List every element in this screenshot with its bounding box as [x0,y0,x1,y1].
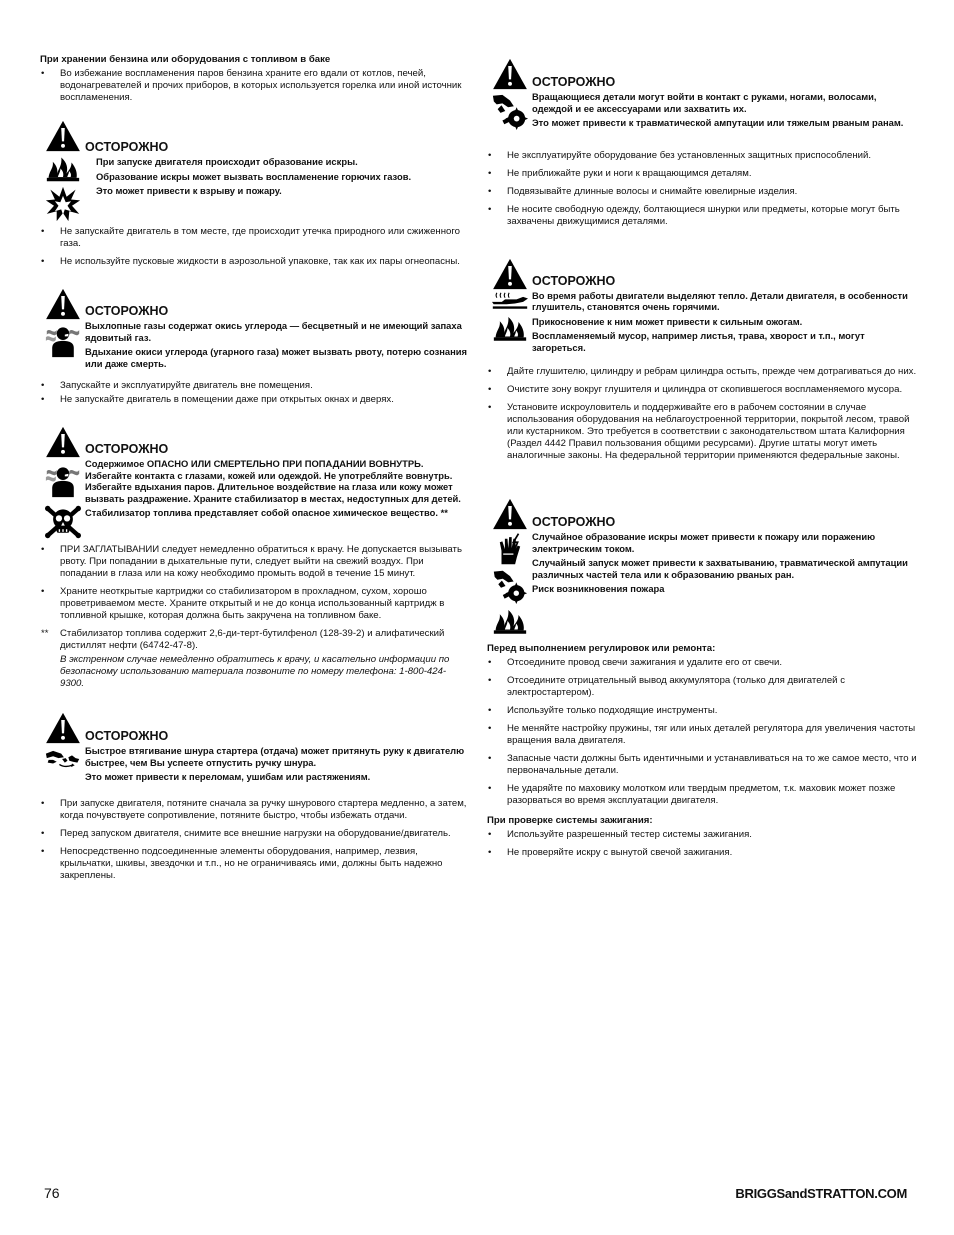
warning-text: Случайный запуск может привести к захватыванию, травматической ампутации различных частей тела или к образованию рваных ран. [532,557,908,580]
warning-block-kickback [40,712,470,786]
bullet-list [487,366,917,462]
list-item: • Запускайте и эксплуатируйте двигатель вне помещения. [41,380,313,391]
fire-icon [493,314,527,342]
warning-triangle-icon [45,120,81,152]
bullet-list [40,380,470,406]
bullet-list [40,544,470,690]
list-item: • Запасные части должны быть идентичными и устанавливаться на то же самое место, что и первоначальные детали. [488,753,917,776]
bullet: • [41,68,45,79]
footnote: ** Стабилизатор топлива содержит 2,6-ди-терт-бутилфенол (128-39-2) и алифатический дистиллят нефти (64742-47-8). [41,628,445,651]
fuel-storage-section [40,54,470,104]
bullet-list [40,226,470,268]
electric-shock-icon [493,532,527,566]
warning-text: Случайное образование искры может привести к пожару или поражению электрическим током. [532,531,876,554]
warning-text: Воспламеняемый мусор, например листья, трава, хворост и т.п., могут загореться. [532,330,865,353]
list-item: • Отсоедините провод свечи зажигания и удалите его от свечи. [488,657,783,668]
warning-icons [487,58,532,132]
warning-title: ОСТОРОЖНО [85,729,169,743]
list-item: • Не меняйте настройку пружины, тяг или иных деталей регулятора для увеличения частоты вращения вала двигателя. [488,723,916,746]
list-item: • Подвязывайте длинные волосы и снимайте ювелирные изделия. [488,185,798,197]
warning-icons [40,426,85,540]
warning-block-spark [40,120,470,222]
bullet-list [487,150,917,228]
warning-text: Выхлопные газы содержат окись углерода — бесцветный и не имеющий запаха ядовитый газ. [85,320,462,343]
list-item: • Не приближайте руки и ноги к вращающимся деталям. [488,167,752,179]
warning-text: Стабилизатор топлива представляет собой опасное химическое вещество. ** [85,507,448,518]
warning-triangle-icon [45,426,81,458]
list-item: • Не используйте пусковые жидкости в аэрозольной упаковке, так как их пары огнеопасны. [41,256,460,267]
warning-title: ОСТОРОЖНО [532,75,616,89]
hot-surface-icon [490,292,530,310]
list-item: • Не носите свободную одежду, болтающиеся шнурки или предметы, которые могут быть захвачены движущимися деталями. [488,203,900,227]
list-item: • Используйте разрешенный тестер системы зажигания. [488,829,752,840]
warning-block-fuel-stabilizer [40,426,470,540]
warning-text: Это может привести к взрыву и пожару. [96,185,282,196]
list-item: • Дайте глушителю, цилиндру и ребрам цилиндра остыть, прежде чем дотрагиваться до них. [488,366,917,377]
warning-text: Во время работы двигатели выделяют тепло. Детали двигателя, в особенности глушитель, становятся очень горячими. [532,289,908,312]
entanglement-icon [492,568,528,604]
warning-block-hot-surfaces [487,258,917,357]
warning-block-carbon-monoxide [40,288,470,372]
explosion-icon [45,186,81,222]
warning-triangle-icon [45,712,81,744]
left-column [40,54,470,888]
adjustments-section [487,643,917,807]
warning-block-rotating-parts [487,58,917,132]
section-heading: Перед выполнением регулировок или ремонта: [487,643,716,654]
section-heading: При проверке системы зажигания: [487,815,653,826]
warning-triangle-icon [492,258,528,290]
warning-title: ОСТОРОЖНО [532,273,616,288]
warning-text: Вдыхание окиси углерода (угарного газа) может вызвать рвоту, потерю сознания или даже смерть. [85,346,467,369]
entanglement-icon [491,92,529,130]
warning-title: ОСТОРОЖНО [85,140,169,154]
warning-text: При запуске двигателя происходит образование искры. [96,156,358,167]
fire-icon [493,607,527,635]
list-item: • Отсоедините отрицательный вывод аккумулятора (только для двигателей с электростартером). [488,675,845,698]
emergency-note: В экстренном случае немедленно обратитесь к врачу, и касательно информации по безопасному использованию материала позвоните по номеру телефона: 1-800-424-9300. [60,654,450,689]
ignition-check-section [487,815,917,859]
warning-text: Это может привести к травматической ампутации или тяжелым рваным ранам. [532,117,904,128]
page-number: 76 [44,1185,60,1201]
list-item: • При запуске двигателя, потяните сначала за ручку шнурового стартера медленно, а затем, когда почувствуете сопротивление, потяните быстро, чтобы избежать отдачи. [41,797,467,821]
list-item: • Непосредственно подсоединенные элементы оборудования, например, лезвия, крыльчатки, шкивы, звездочки и т.п., но не ограничиваясь ими, должны быть надежно закреплены. [41,845,443,881]
list-item: • Храните неоткрытые картриджи со стабилизатором в прохладном, сухом, хорошо проветриваемом месте. Храните открытый и не до конца использованный картридж в топливной крышке, которая должна быть закручена на топливном баке. [41,586,445,621]
list-item: • Перед запуском двигателя, снимите все внешние нагрузки на оборудование/двигатель. [41,827,451,839]
warning-text: Вращающиеся детали могут войти в контакт с руками, ногами, волосами, одеждой и ее аксессуарами или захватить их. [532,91,877,114]
warning-text: Это может привести к переломам, ушибам или растяжениям. [85,771,371,782]
poison-skull-icon [45,504,81,540]
warning-text: Содержимое ОПАСНО ИЛИ СМЕРТЕЛЬНО ПРИ ПОПАДАНИИ ВОВНУТРЬ. Избегайте контакта с глазами, кожей или одеждой. Не употребляйте вовнутрь. Избегайте вдыхания паров. Длительное воздействие на глаза или кожу может вызвать раздражение. Храните стабилизатор в местах, недоступных для детей. [85,458,461,504]
warning-icons [487,258,532,357]
warning-block-accidental-start [487,498,917,635]
list-item: • Не эксплуатируйте оборудование без установленных защитных приспособлений. [488,149,871,161]
list-item: • Во избежание воспламенения паров бензина храните его вдали от котлов, печей, водонагревателей и прочих приборов, в которых используется горелка или иной источник воспламенения. [41,68,462,103]
warning-text: Образование искры может вызвать воспламенение горючих газов. [96,170,412,182]
warning-icons [40,288,85,372]
warning-triangle-icon [492,498,528,530]
list-item: • Не ударяйте по маховику молотком или твердым предметом, т.к. маховик может позже разорваться во время эксплуатации двигателя. [488,783,896,806]
list-item: • Не запускайте двигатель в помещении даже при открытых окнах и дверях. [41,394,394,405]
warning-triangle-icon [492,58,528,90]
warning-text: Риск возникновения пожара [532,583,665,594]
toxic-fumes-icon [45,322,81,358]
warning-icons [40,712,85,786]
warning-icons [487,498,532,635]
warning-title: ОСТОРОЖНО [85,304,169,318]
warning-text: Прикосновение к ним может привести к сильным ожогам. [532,315,803,327]
website-link[interactable]: BRIGGSandSTRATTON.COM [735,1186,907,1201]
kickback-hand-icon [45,748,81,770]
warning-icons [40,120,85,222]
right-column [487,58,917,865]
warning-text: Быстрое втягивание шнура стартера (отдача) может притянуть руку к двигателю быстрее, чем Вы успеете отпустить ручку шнура. [85,745,465,768]
section-heading: При хранении бензина или оборудования с топливом в баке [40,54,331,65]
fire-icon [46,154,80,183]
list-item: • ПРИ ЗАГЛАТЫВАНИИ следует немедленно обратиться к врачу. Не допускается вызывать рвоту. При попадании в дыхательные пути, следует выйти на свежий воздух. При попадании в глаза или на кожу необходимо промыть водой в течение 15 минут. [41,544,462,579]
bullet-list [40,798,470,882]
toxic-fumes-icon [45,462,81,498]
list-item: • Установите искроуловитель и поддерживайте его в рабочем состоянии в случае использования оборудования на неблагоустроенной территории, покрытой лесом, травой или кустарником. Это требуется в соответствии с законодательством штата Калифорния (Раздел 4442 Правил пользования общими ресурсами). Другие штаты могут иметь аналогичные законы. На федеральной территории применяются федеральные законы. [488,402,910,461]
list-item: • Очистите зону вокруг глушителя и цилиндра от скопившегося воспламеняемого мусора. [488,384,903,395]
list-item: • Не запускайте двигатель в том месте, где происходит утечка природного или сжиженного газа. [41,226,460,249]
warning-triangle-icon [45,288,81,320]
list-item: • Используйте только подходящие инструменты. [488,705,718,716]
warning-title: ОСТОРОЖНО [532,515,616,529]
list-item: • Не проверяйте искру с вынутой свечой зажигания. [488,847,733,858]
warning-title: ОСТОРОЖНО [85,442,169,456]
